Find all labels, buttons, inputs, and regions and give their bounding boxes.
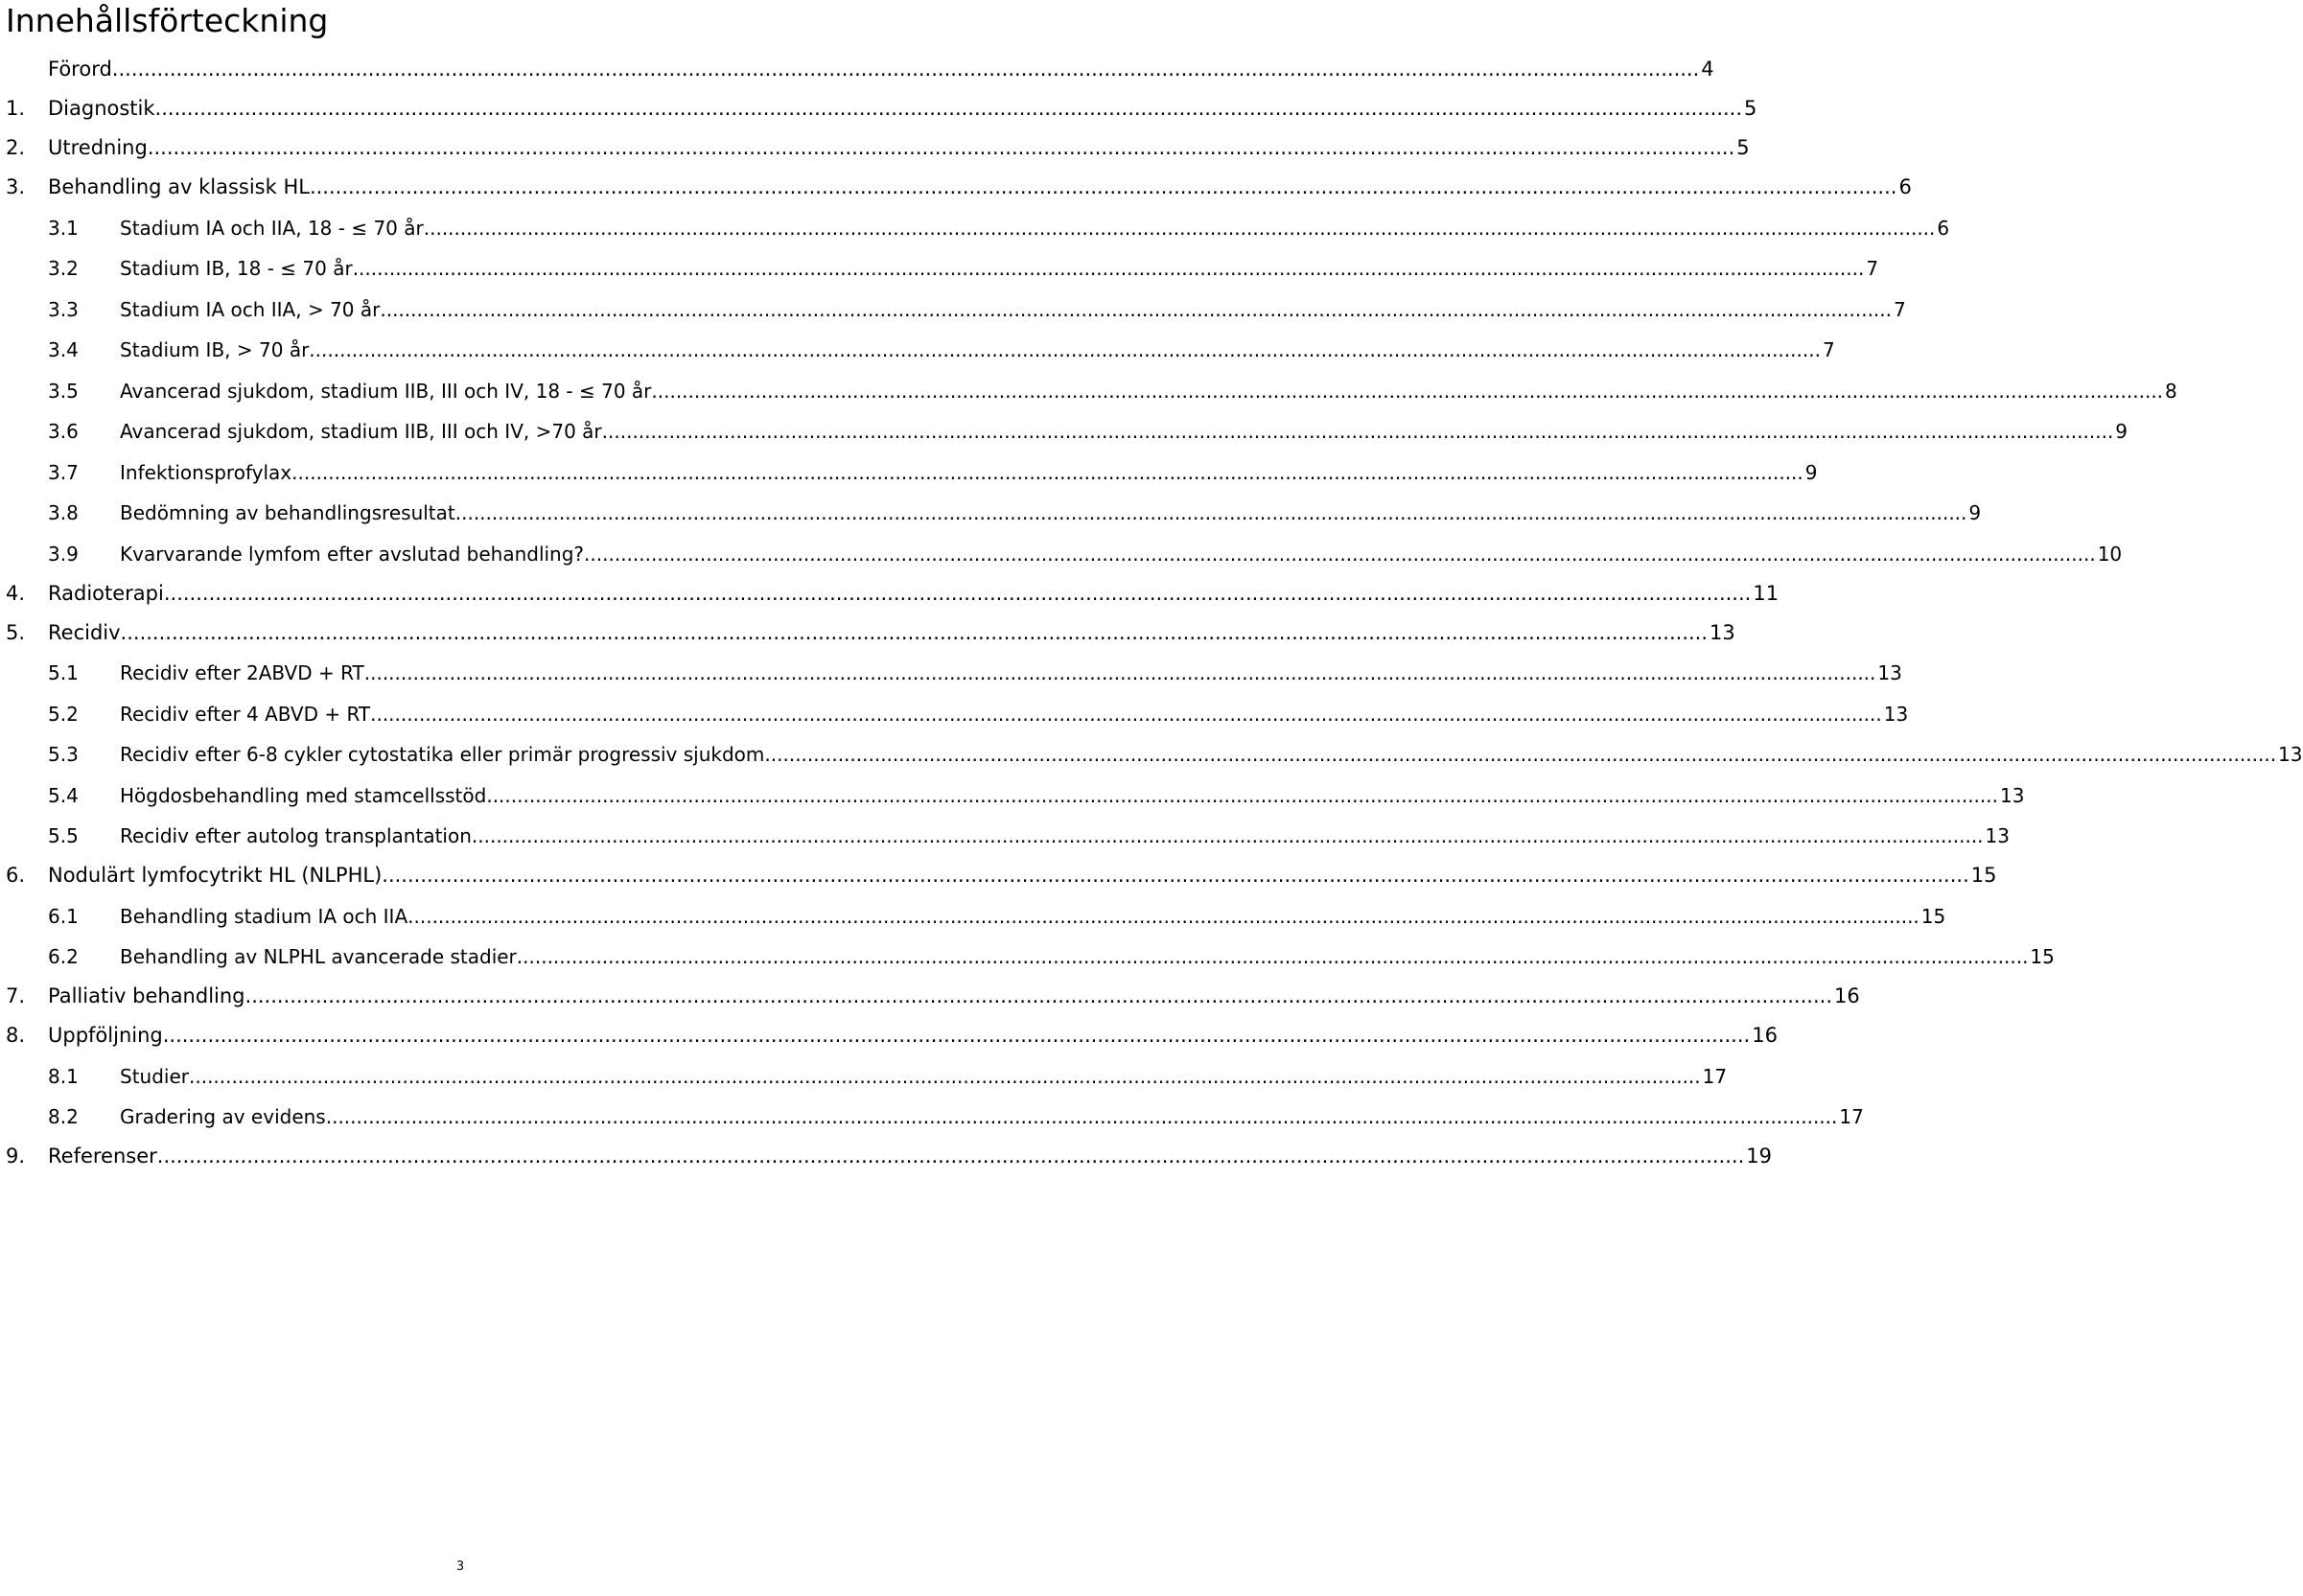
toc-entry[interactable] xyxy=(6,766,2025,807)
toc-title: Innehållsförteckning xyxy=(6,2,329,39)
toc-entry-page: 5 xyxy=(1736,136,1750,159)
toc-entry-number: 1. xyxy=(6,97,26,120)
toc-entry[interactable] xyxy=(6,1007,1778,1047)
toc-leader-dots xyxy=(309,338,1821,361)
toc-entry-page: 13 xyxy=(1999,783,2025,807)
toc-entry-number: 3.6 xyxy=(48,420,79,443)
toc-entry[interactable] xyxy=(6,644,1902,685)
toc-entry-page: 15 xyxy=(1970,864,1997,887)
toc-entry-title: Radioterapi xyxy=(48,581,164,605)
toc-leader-dots xyxy=(455,501,1967,524)
toc-entry-title: Stadium IA och IIA, 18 - ≤ 70 år xyxy=(120,216,424,240)
toc-entry[interactable] xyxy=(6,726,2303,767)
toc-entry-page: 9 xyxy=(1804,460,1818,484)
toc-entry-number: 3.9 xyxy=(48,542,79,566)
toc-entry[interactable] xyxy=(6,1088,1864,1129)
toc-entry[interactable] xyxy=(6,605,1735,644)
toc-leader-dots xyxy=(584,543,2096,566)
toc-entry-page: 7 xyxy=(1822,338,1835,361)
toc-entry-page: 16 xyxy=(1834,984,1860,1007)
toc-entry-title: Recidiv xyxy=(48,620,121,644)
toc-entry-number: 3.4 xyxy=(48,338,79,361)
toc-entry-page: 13 xyxy=(1877,661,1902,684)
toc-entry-number: 3.1 xyxy=(48,216,79,240)
toc-entry-title: Högdosbehandling med stamcellsstöd xyxy=(120,783,487,807)
toc-entry-page: 7 xyxy=(1866,257,1879,280)
toc-leader-dots xyxy=(517,945,2029,968)
toc-entry-title: Behandling stadium IA och IIA xyxy=(120,904,408,928)
toc-leader-dots xyxy=(148,136,1734,159)
toc-leader-dots xyxy=(121,621,1708,644)
toc-leader-dots xyxy=(112,58,1699,81)
toc-entry-page: 10 xyxy=(2097,542,2123,566)
toc-entry-number: 3.8 xyxy=(48,501,79,524)
toc-leader-dots xyxy=(651,380,2163,403)
toc-leader-dots xyxy=(382,864,1968,887)
toc-entry-title: Avancerad sjukdom, stadium IIB, III och IV, >70 år xyxy=(120,420,602,443)
toc-entry-number: 5.4 xyxy=(48,783,79,807)
toc-leader-dots xyxy=(353,257,1865,280)
toc-entry-page: 7 xyxy=(1894,297,1906,321)
toc-entry-title: Stadium IB, > 70 år xyxy=(120,338,310,361)
toc-entry[interactable] xyxy=(6,280,1906,321)
toc-entry-title: Behandling av NLPHL avancerade stadier xyxy=(120,945,517,968)
toc-entry-number: 2. xyxy=(6,136,26,159)
toc-entry[interactable] xyxy=(6,566,1780,605)
toc-entry-page: 13 xyxy=(1985,824,2010,847)
toc-entry-page: 13 xyxy=(1883,702,1909,726)
toc-entry-number: 5.3 xyxy=(48,743,79,766)
toc-entry[interactable] xyxy=(6,484,1982,525)
toc-entry-title: Uppföljning xyxy=(48,1024,163,1047)
toc-entry[interactable] xyxy=(6,928,2055,969)
toc-entry[interactable] xyxy=(6,443,1818,484)
toc-entry-page: 9 xyxy=(1968,501,1982,524)
toc-entry-title: Stadium IB, 18 - ≤ 70 år xyxy=(120,257,353,280)
toc-entry-title: Recidiv efter 4 ABVD + RT xyxy=(120,702,371,726)
toc-entry[interactable] xyxy=(6,159,1912,198)
toc-leader-dots xyxy=(157,1145,1744,1168)
toc-entry-page: 17 xyxy=(1839,1105,1864,1128)
toc-entry-page: 8 xyxy=(2165,379,2177,403)
toc-entry-title: Recidiv efter autolog transplantation xyxy=(120,824,472,847)
toc-entry-number: 8. xyxy=(6,1024,26,1047)
toc-leader-dots xyxy=(291,461,1803,484)
toc-leader-dots xyxy=(424,217,1936,240)
toc-leader-dots xyxy=(370,703,1882,726)
toc-entry[interactable] xyxy=(6,968,1860,1007)
toc-entry-title: Nodulärt lymfocytrikt HL (NLPHL) xyxy=(48,864,383,887)
toc-leader-dots xyxy=(486,784,1998,807)
toc-entry-page: 6 xyxy=(1898,175,1912,198)
toc-entry-title: Diagnostik xyxy=(48,97,155,120)
toc-entry-title: Behandling av klassisk HL xyxy=(48,175,310,198)
toc-entry-number: 6.1 xyxy=(48,904,79,928)
toc-leader-dots xyxy=(764,743,2276,766)
toc-entry-title: Studier xyxy=(120,1064,189,1088)
toc-entry-page: 6 xyxy=(1937,216,1950,240)
toc-entry[interactable] xyxy=(6,403,2129,444)
toc-entry-page: 15 xyxy=(2030,945,2055,968)
toc-leader-dots xyxy=(472,824,1984,847)
toc-entry-title: Referenser xyxy=(48,1145,157,1168)
toc-entry-number: 5.1 xyxy=(48,661,79,684)
toc-leader-dots xyxy=(245,984,1832,1007)
toc-entry-page: 17 xyxy=(1702,1064,1728,1088)
toc-entry-number: 3.3 xyxy=(48,297,79,321)
toc-leader-dots xyxy=(326,1105,1838,1128)
toc-entry-page: 13 xyxy=(1710,620,1735,644)
toc-leader-dots xyxy=(380,298,1892,321)
toc-entry-page: 19 xyxy=(1746,1145,1772,1168)
toc-leader-dots xyxy=(364,661,1876,684)
toc-entry-number: 9. xyxy=(6,1145,26,1168)
toc-entry-page: 5 xyxy=(1744,97,1757,120)
toc-entry-number: 3.7 xyxy=(48,460,79,484)
toc-entry-number: 7. xyxy=(6,984,26,1007)
toc-entry[interactable] xyxy=(6,81,1757,120)
toc-entry-number: 5. xyxy=(6,620,26,644)
toc-entry-title: Recidiv efter 2ABVD + RT xyxy=(120,661,364,684)
toc-leader-dots xyxy=(163,1024,1750,1047)
toc-entry-title: Utredning xyxy=(48,136,148,159)
toc-entry[interactable] xyxy=(6,1047,1728,1088)
toc-entry-page: 11 xyxy=(1753,581,1780,605)
toc-entry-number: 3.2 xyxy=(48,257,79,280)
toc-entry-title: Avancerad sjukdom, stadium IIB, III och IV, 18 - ≤ 70 år xyxy=(120,379,652,403)
toc-entry[interactable] xyxy=(6,887,1946,928)
toc-entry-number: 6. xyxy=(6,864,26,887)
table-of-contents xyxy=(6,54,2303,1168)
toc-entry[interactable] xyxy=(6,807,2010,848)
toc-entry-title: Stadium IA och IIA, > 70 år xyxy=(120,297,381,321)
toc-entry-page: 4 xyxy=(1701,58,1714,81)
toc-leader-dots xyxy=(602,420,2114,443)
toc-entry-title: Bedömning av behandlingsresultat xyxy=(120,501,455,524)
toc-leader-dots xyxy=(310,175,1896,198)
toc-entry-number: 5.5 xyxy=(48,824,79,847)
toc-entry-number: 4. xyxy=(6,581,26,605)
page-number: 3 xyxy=(455,1560,465,1574)
toc-entry[interactable] xyxy=(6,54,1714,81)
toc-leader-dots xyxy=(407,905,1919,928)
toc-entry-title: Gradering av evidens xyxy=(120,1105,326,1128)
toc-entry-page: 15 xyxy=(1920,904,1946,928)
toc-entry-number: 3. xyxy=(6,175,26,198)
toc-entry[interactable] xyxy=(6,120,1750,159)
toc-entry-title: Recidiv efter 6-8 cykler cytostatika eller primär progressiv sjukdom xyxy=(120,743,765,766)
toc-entry[interactable] xyxy=(6,847,1997,887)
toc-entry[interactable] xyxy=(6,524,2123,566)
toc-entry-page: 13 xyxy=(2278,743,2303,766)
toc-entry[interactable] xyxy=(6,240,1879,281)
toc-entry-title: Palliativ behandling xyxy=(48,984,245,1007)
toc-entry-page: 16 xyxy=(1752,1024,1778,1047)
toc-entry[interactable] xyxy=(6,198,1950,240)
toc-entry[interactable] xyxy=(6,361,2177,403)
toc-entry-number: 8.2 xyxy=(48,1105,79,1128)
toc-entry-number: 3.5 xyxy=(48,379,79,403)
toc-entry-title: Kvarvarande lymfom efter avslutad behandling? xyxy=(120,542,585,566)
toc-leader-dots xyxy=(189,1065,1701,1088)
toc-leader-dots xyxy=(155,97,1742,120)
toc-entry-number: 6.2 xyxy=(48,945,79,968)
toc-entry[interactable] xyxy=(6,684,1909,726)
toc-entry-title: Infektionsprofylax xyxy=(120,460,292,484)
toc-entry-page: 9 xyxy=(2115,420,2129,443)
toc-leader-dots xyxy=(164,582,1751,605)
toc-entry-number: 8.1 xyxy=(48,1064,79,1088)
toc-entry-title: Förord xyxy=(48,58,112,81)
toc-entry[interactable] xyxy=(6,1128,1772,1168)
toc-entry-number: 5.2 xyxy=(48,702,79,726)
toc-entry[interactable] xyxy=(6,321,1835,362)
